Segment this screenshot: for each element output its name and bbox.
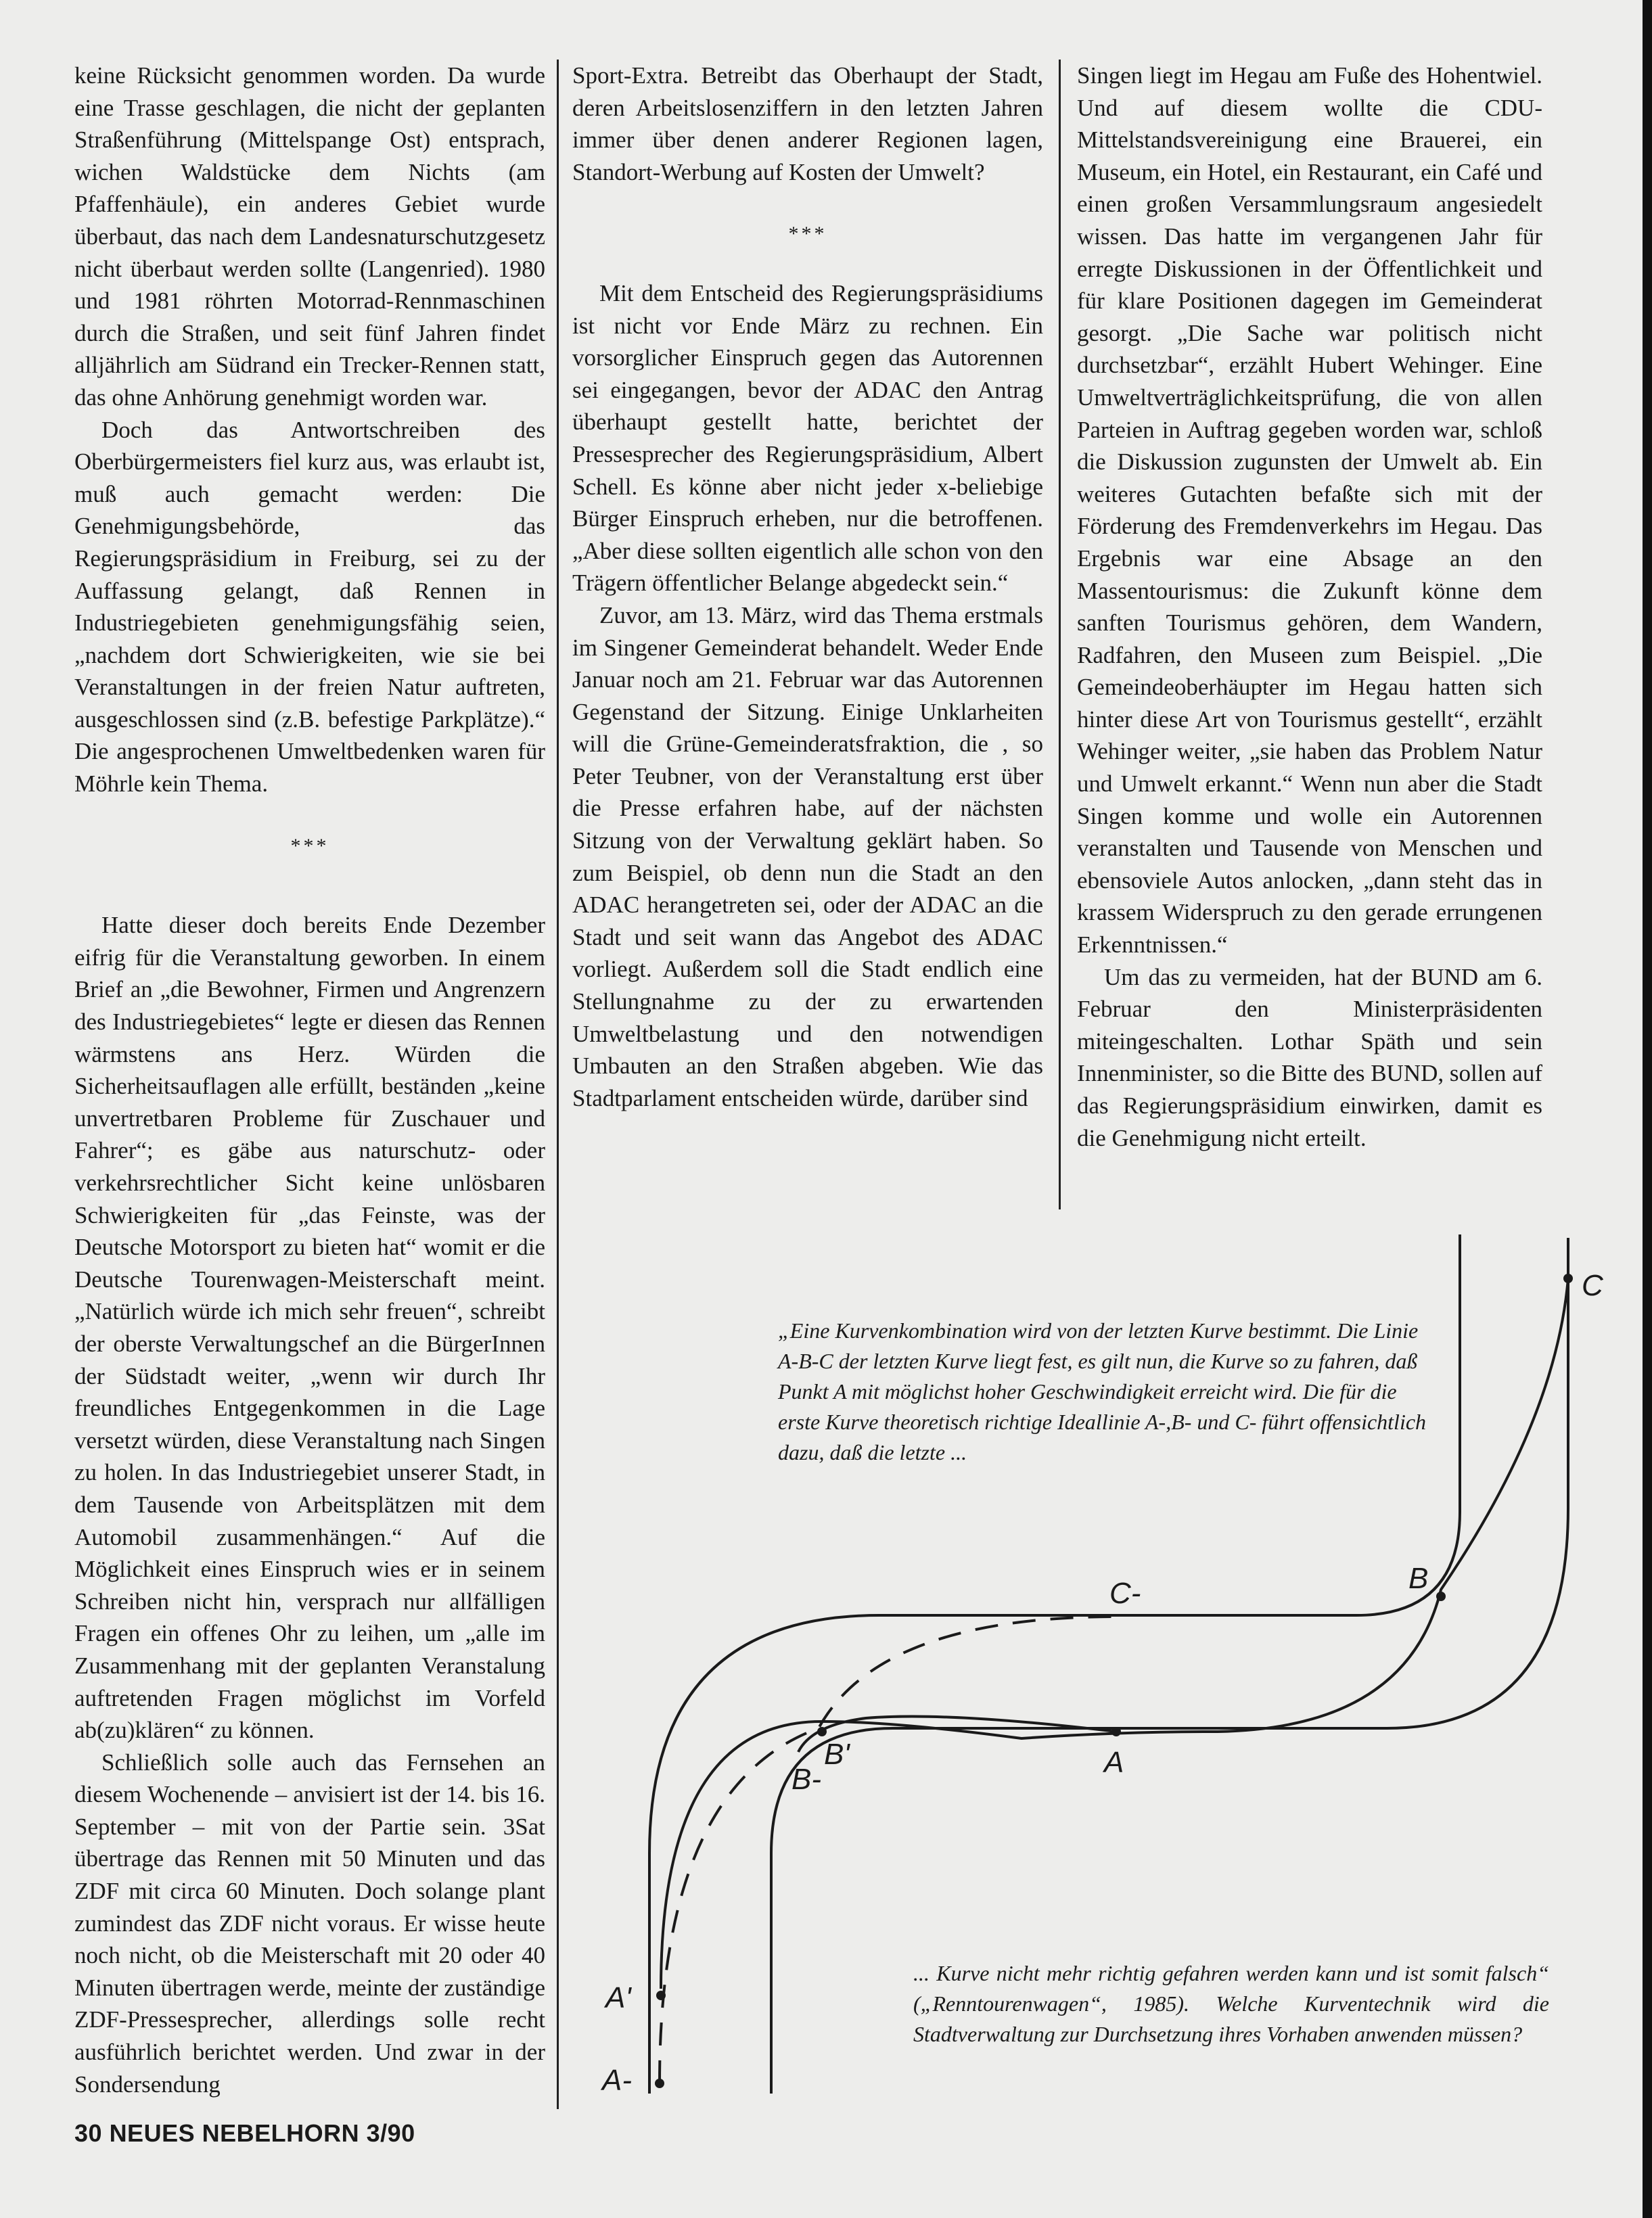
paragraph: Schließlich solle auch das Fernsehen an diesem Wochenende – anvisiert ist der 14. bis 16. September – mit von der Partie sein. 3Sat übertrage das Rennen mit 50 Minuten und das ZDF mit circa 60 Minuten. Doch solange plant zumindest das ZDF nicht voraus. Er wisse heute noch nicht, ob die Meisterschaft mit 20 oder 40 Minuten übertragen werde, meinte der zuständige ZDF-Pressesprecher, allerdings solle recht ausführlich berichtet werden. Und zwar in der Sondersendung: [74, 1749, 545, 2098]
paragraph: Doch das Antwortschreiben des Oberbürgermeisters fiel kurz aus, was erlaubt ist, muß auch gemacht werden: Die Genehmigungsbehörde, das Regierungspräsidium in Freiburg, sei zu der Auffassung gelangt, daß Rennen in Industriegebieten genehmigungsfähig seien, „nachdem dort Schwierigkeiten, wie sie bei Veranstaltungen in der freien Natur auftreten, ausgeschlossen sind (z.B. befestige Parkplätze).“ Die angesprochenen Umweltbedenken waren für Möhrle kein Thema.: [74, 416, 545, 798]
paragraph: Singen liegt im Hegau am Fuße des Hohentwiel. Und auf diesem wollte die CDU-Mittelstandsvereinigung eine Brauerei, ein Museum, ein Hotel, ein Restaurant, ein Café und einen großen Versammlungsraum angesiedelt wissen. Das hatte im vergangenen Jahr für erregte Diskussionen in der Öffentlichkeit und für klare Positionen dagegen im Gemeinderat gesorgt. „Die Sache war politisch nicht durchsetzbar“, erzählt Hubert Wehinger. Eine Umweltverträglichkeitsprüfung, die von allen Parteien in Auftrag gegeben worden war, schloß die Diskussion zugunsten der Umwelt ab. Ein weiteres Gutachten befaßte sich mit der Förderung des Fremdenverkehrs im Hegau. Das Ergebnis war eine Absage an den Massentourismus: die Zukunft könne dem sanften Tourismus gehören, dem Wandern, Radfahren, den Museen zum Beispiel. „Die Gemeindeoberhäupter im Hegau hatten sich hinter diese Art von Tourismus gestellt“, erzählt Wehinger weiter, „sie haben das Problem Natur und Umwelt erkannt.“ Wenn nun aber die Stadt Singen komme und wolle ein Autorennen veranstalten und Tausende von Menschen und ebensoviele Autos anlocken, „dann steht das in krassem Widerspruch zu den gerade errungenen Erkenntnissen.“: [1077, 62, 1542, 958]
paragraph: keine Rücksicht genommen worden. Da wurde eine Trasse geschlagen, die nicht der geplanten Straßenführung (Mittelspange Ost) entsprach, wichen Waldstücke dem Nichts (am Pfaffenhäule), ein anderes Gebiet wurde überbaut, das nach dem Landesnaturschutzgesetz nicht überbaut werden sollte (Langenried). 1980 und 1981 röhrten Motorrad-Rennmaschinen durch die Straßen, und seit fünf Jahren findet alljährlich am Südrand ein Trecker-Rennen statt, das ohne Anhörung genehmigt worden war.: [74, 62, 545, 411]
paragraph: Hatte dieser doch bereits Ende Dezember eifrig für die Veranstaltung geworben. In einem Brief an „die Bewohner, Firmen und Angrenzern des Industriegebietes“ legte er diesen das Rennen wärmstens ans Herz. Würden die Sicherheitsauflagen alle erfüllt, beständen „keine unvertretbaren Probleme für Zuschauer und Fahrer“; es gäbe aus naturschutz- oder verkehrsrechtlicher Sicht keine unlösbaren Schwierigkeiten für „das Feinste, was der Deutsche Motorsport zu bieten hat“ womit er die Deutsche Tourenwagen-Meisterschaft meint. „Natürlich würde ich mich sehr freuen“, schreibt der oberste Verwaltungschef an die BürgerInnen der Südstadt weiter, „wenn wir durch Ihr freundliches Entgegenkommen in die Lage versetzt würden, diese Veranstaltung nach Singen zu holen. In das Industriegebiet unserer Stadt, in dem Tausende von Arbeitsplätzen mit dem Automobil zusammenhängen.“ Auf die Möglichkeit eines Einspruch wies er in seinem Schreiben nicht hin, versprach nur allfälligen Fragen ein offenes Ohr zu leihen, um „alle im Zusammenhang mit der geplanten Veranstalung auftretenden Fragen möglichst im Vorfeld ab(zu)klären“ zu können.: [74, 912, 545, 1744]
paragraph: Sport-Extra. Betreibt das Oberhaupt der Stadt, deren Arbeitslosenziffern in den letzten Jahren immer über denen anderer Regionen lagen, Standort-Werbung auf Kosten der Umwelt?: [572, 62, 1043, 185]
label-a-minus: A-: [602, 2064, 632, 2097]
label-a: A: [1104, 1746, 1124, 1779]
page-footer: [74, 2119, 415, 2148]
paragraph: Zuvor, am 13. März, wird das Thema erstmals im Singener Gemeinderat behandelt. Weder Ende Januar noch am 21. Februar war das Autorennen Gegenstand der Sitzung. Einige Unklarheiten will die Grüne-Gemeinderatsfraktion, die , so Peter Teubner, von der Veranstaltung erst über die Presse erfahren habe, auf der nächsten Sitzung von der Verwaltung geklärt haben. So zum Beispiel, ob denn nun die Stadt an den ADAC herangetreten sei, oder der ADAC an die Stadt und seit wann das Angebot des ADAC vorliegt. Außerdem soll die Stadt endlich eine Stellungnahme zu der zu erwartenden Umweltbelastung und den notwendigen Umbauten an den Straßen abgeben. Wie das Stadtparlament entscheiden würde, darüber sind: [572, 601, 1043, 1111]
label-c: C: [1582, 1269, 1603, 1302]
issue-number: 3/90: [366, 2119, 415, 2147]
label-a-prime: A': [605, 1981, 631, 2014]
page-edge: [1643, 0, 1652, 2218]
label-b-prime: B': [824, 1738, 850, 1771]
paragraph: Um das zu vermeiden, hat der BUND am 6. Februar den Ministerpräsidenten miteingeschalten. Lothar Späth und sein Innenminister, so die Bitte des BUND, sollen auf das Regierungspräsidium einwirken, damit es die Genehmigung nicht erteilt.: [1077, 963, 1542, 1151]
page-number: 30: [74, 2119, 103, 2147]
point-b-prime: [817, 1727, 827, 1736]
point-a-prime: [656, 1991, 666, 2000]
section-separator: ***: [290, 834, 329, 857]
label-b-minus: B-: [791, 1763, 821, 1796]
paragraph: Mit dem Entscheid des Regierungspräsidiums ist nicht vor Ende März zu rechnen. Ein vorsorglicher Einspruch gegen das Autorennen sei eingegangen, bevor der ADAC den Antrag überhaupt gestellt hatte, berichtet der Pressesprecher des Regierungspräsidium, Albert Schell. Es könne aber nicht jeder x-beliebige Bürger Einspruch erheben, nur die betroffenen. „Aber diese sollten eigentlich alle schon von den Trägern öffentlicher Belange abgedeckt sein.“: [572, 279, 1043, 597]
point-a: [1111, 1727, 1121, 1736]
point-c: [1563, 1274, 1573, 1283]
point-a-minus: [655, 2079, 664, 2088]
label-b: B: [1408, 1562, 1429, 1595]
magazine-name: NEUES NEBELHORN: [109, 2119, 360, 2147]
section-separator: ***: [788, 223, 827, 246]
label-c-minus: C-: [1109, 1577, 1141, 1610]
figure-caption-top: „Eine Kurvenkombination wird von der letzten Kurve bestimmt. Die Linie A-B-C der letzten Kurve liegt fest, es gilt nun, die Kurve so zu fahren, daß Punkt A mit möglichst hoher Geschwindigkeit erreicht wird. Die für die erste Kurve theoretisch richtige Ideallinie A-,B- und C- führt offensichtlich dazu, daß die letzte ...: [778, 1318, 1427, 1464]
figure-caption-bottom: ... Kurve nicht mehr richtig gefahren werden kann und ist somit falsch“ („Renntourenwagen“, 1985). Welche Kurventechnik wird die Stadtverwaltung zur Durchsetzung ihres Vorhaben anwenden müssen?: [913, 1961, 1549, 2046]
point-b: [1436, 1592, 1446, 1601]
